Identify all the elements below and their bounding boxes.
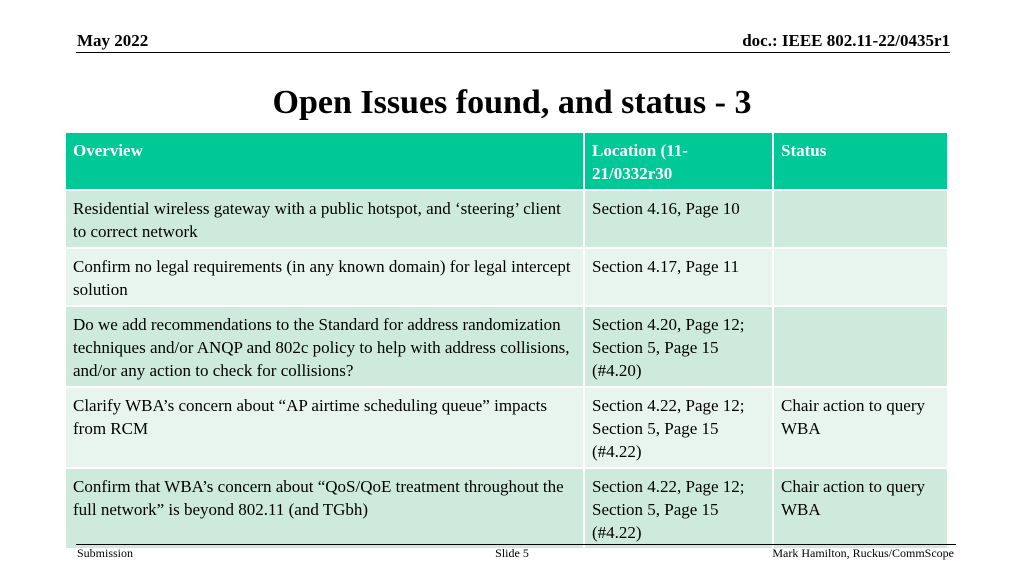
- table-row: [65, 387, 948, 468]
- column-header-overview: Overview: [65, 132, 584, 190]
- table-row: [65, 248, 948, 306]
- table-row: [65, 190, 948, 248]
- status-cell: Chair action to query WBA: [773, 387, 948, 468]
- status-cell: [773, 248, 948, 306]
- status-cell: [773, 306, 948, 387]
- location-cell: Section 4.16, Page 10: [584, 190, 773, 248]
- overview-cell: Clarify WBA’s concern about “AP airtime scheduling queue” impacts from RCM: [65, 387, 584, 468]
- overview-cell: Residential wireless gateway with a public hotspot, and ‘steering’ client to correct network: [65, 190, 584, 248]
- overview-cell: Confirm that WBA’s concern about “QoS/QoE treatment throughout the full network” is beyond 802.11 (and TGbh): [65, 468, 584, 549]
- footer-divider: [76, 544, 956, 545]
- footer-author: Mark Hamilton, Ruckus/CommScope: [772, 546, 954, 560]
- table-header-row: [65, 132, 948, 190]
- table-row: [65, 468, 948, 549]
- overview-cell: Confirm no legal requirements (in any known domain) for legal intercept solution: [65, 248, 584, 306]
- location-cell: Section 4.22, Page 12; Section 5, Page 15 (#4.22): [584, 387, 773, 468]
- header-date: May 2022: [77, 31, 149, 50]
- header-divider: [76, 52, 950, 53]
- column-header-status: Status: [773, 132, 948, 190]
- slide-title: Open Issues found, and status - 3: [272, 84, 752, 121]
- issues-table: [64, 131, 949, 550]
- overview-cell: Do we add recommendations to the Standard for address randomization techniques and/or ANQP and 802c policy to help with address collisions, and/or any action to check for collisions?: [65, 306, 584, 387]
- location-cell: Section 4.17, Page 11: [584, 248, 773, 306]
- location-cell: Section 4.20, Page 12; Section 5, Page 15 (#4.20): [584, 306, 773, 387]
- column-header-location: Location (11-21/0332r30: [584, 132, 773, 190]
- footer-slide-number: Slide 5: [495, 546, 529, 560]
- header-doc-id: doc.: IEEE 802.11-22/0435r1: [742, 31, 950, 50]
- location-cell: Section 4.22, Page 12; Section 5, Page 15 (#4.22): [584, 468, 773, 549]
- status-cell: [773, 190, 948, 248]
- table-row: [65, 306, 948, 387]
- footer-submission: Submission: [77, 546, 134, 560]
- status-cell: Chair action to query WBA: [773, 468, 948, 549]
